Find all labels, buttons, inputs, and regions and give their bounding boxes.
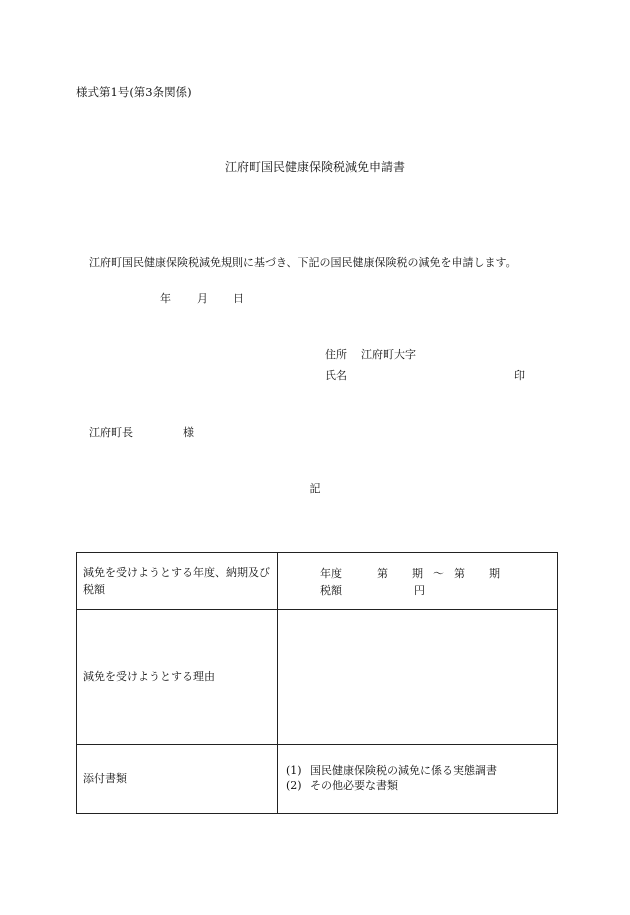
tax-amount-label: 税額	[320, 584, 342, 597]
address-value: 江府町大字	[361, 348, 416, 361]
period-end-dai: 第	[454, 567, 465, 580]
table-row	[77, 745, 558, 814]
table-row	[77, 610, 558, 745]
attachment-text: 国民健康保険税の減免に係る実態調書	[310, 764, 497, 778]
fiscal-year-label: 年度	[320, 567, 342, 580]
form-number: 様式第1号(第3条関係)	[76, 85, 192, 99]
addressee-name: 江府町長	[89, 426, 133, 439]
addressee-honorific: 様	[183, 426, 194, 439]
reason-field[interactable]	[278, 610, 558, 745]
date-year-label: 年	[160, 292, 171, 305]
period-line	[320, 567, 500, 582]
period-start-ki: 期	[412, 567, 423, 580]
attachments-label: 添付書類	[77, 745, 278, 814]
period-tax-label: 減免を受けようとする年度、納期及び税額	[77, 553, 278, 610]
period-tax-cell[interactable]	[278, 553, 558, 610]
name-label: 氏名	[325, 369, 347, 382]
attachment-number: (1)	[286, 764, 302, 778]
reason-label: 減免を受けようとする理由	[77, 610, 278, 745]
attachment-item	[286, 779, 551, 794]
tax-amount-line	[320, 584, 425, 599]
date-day-label: 日	[233, 292, 244, 305]
seal-mark: 印	[514, 369, 525, 382]
date-month-label: 月	[197, 292, 208, 305]
ki-heading: 記	[309, 482, 321, 495]
attachment-text: その他必要な書類	[310, 779, 398, 792]
yen-unit: 円	[414, 584, 425, 597]
application-table	[76, 552, 558, 814]
address-label: 住所	[325, 348, 347, 361]
attachments-cell	[278, 745, 558, 814]
attachment-number: (2)	[286, 779, 302, 792]
attachment-item	[286, 764, 551, 779]
table-row	[77, 553, 558, 610]
period-tilde: 〜	[433, 567, 444, 580]
period-end-ki: 期	[489, 567, 500, 580]
document-title: 江府町国民健康保険税減免申請書	[224, 160, 405, 174]
period-start-dai: 第	[377, 567, 388, 580]
intro-statement: 江府町国民健康保険税減免規則に基づき、下記の国民健康保険税の減免を申請します。	[89, 256, 517, 269]
